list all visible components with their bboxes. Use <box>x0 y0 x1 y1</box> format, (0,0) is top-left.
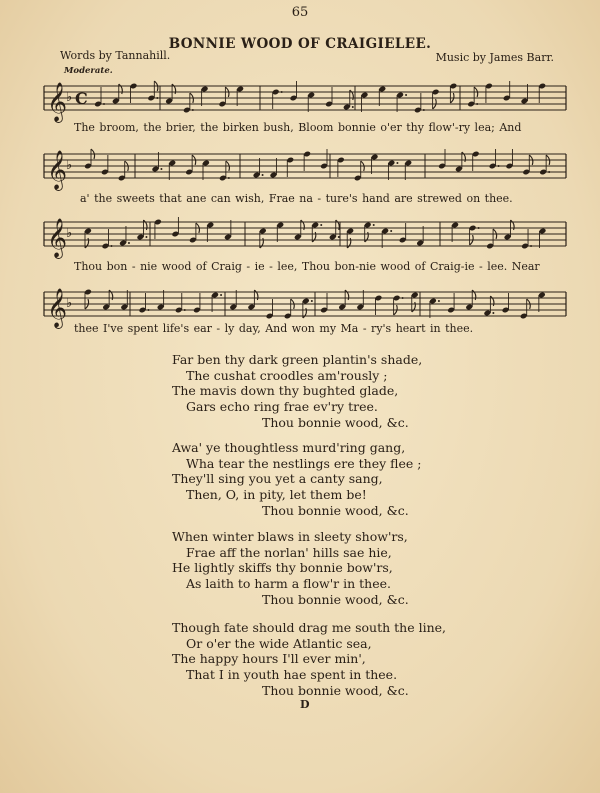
page-number: 65 <box>291 5 309 20</box>
treble-clef-icon: 𝄞 <box>47 150 68 190</box>
note-dot <box>492 312 494 314</box>
signature-mark: D <box>300 698 310 711</box>
stanza-refrain: Thou bonnie wood, &c. <box>262 414 409 430</box>
note-dot <box>438 300 440 302</box>
stanza-4 <box>172 620 446 699</box>
stanza-line: That I in youth hae spent in thee. <box>186 667 398 683</box>
stanza-line: When winter blaws in sleety show'rs, <box>172 529 408 544</box>
stanza-line: Awa' ye thoughtless murd'ring gang, <box>172 440 406 455</box>
lyric-line-3: Thou bon - nie wood of Craig - ie - lee, Thou bon-nie wood of Craig-ie - lee. Near <box>74 260 540 273</box>
note-dot <box>160 168 162 170</box>
stanza-line: The happy hours I'll ever min', <box>172 651 366 667</box>
stanza-line: The mavis down thy bughted glade, <box>172 383 399 399</box>
flat-sign-icon: ♭ <box>66 158 73 173</box>
note-dot <box>262 174 264 176</box>
stanza-line: They'll sing you yet a canty sang, <box>172 471 383 487</box>
music-staff-3 <box>40 210 570 262</box>
stanza-line: Far ben thy dark green plantin's shade, <box>172 352 423 367</box>
music-credit: Music by James Barr. <box>435 51 554 64</box>
flat-sign-icon: ♭ <box>66 90 73 105</box>
note-dot <box>311 300 313 302</box>
stanza-line: He lightly skiffs thy bonnie bow'rs, <box>172 560 393 576</box>
note-dot <box>373 224 375 226</box>
stanza-2 <box>172 440 421 519</box>
note-dot <box>220 294 222 296</box>
stanza-1 <box>172 352 422 431</box>
stanza-line: Gars echo ring frae ev'ry tree. <box>186 399 378 415</box>
note-dot <box>402 297 404 299</box>
note-dot <box>192 109 194 111</box>
note-dot <box>156 97 158 99</box>
stanza-line: Or o'er the wide Atlantic sea, <box>186 635 372 651</box>
stanza-line: Though fate should drag me south the line, <box>172 620 447 635</box>
music-staff-1 <box>40 74 570 126</box>
note-dot <box>498 165 500 167</box>
common-time-icon: C <box>75 89 88 108</box>
note-dot <box>352 106 354 108</box>
note-dot <box>145 236 147 238</box>
note-dot <box>110 245 112 247</box>
note-dot <box>184 309 186 311</box>
note-dot <box>405 94 407 96</box>
note-dot <box>390 230 392 232</box>
stanza-3 <box>172 529 409 608</box>
note-dot <box>396 162 398 164</box>
note-dot <box>478 227 480 229</box>
words-credit: Words by Tannahill. <box>60 49 171 62</box>
stanza-line: The cushat croodles am'rously ; <box>186 367 388 383</box>
note-dot <box>548 171 550 173</box>
note-dot <box>128 242 130 244</box>
note-dot <box>338 236 340 238</box>
note-dot <box>103 103 105 105</box>
note-dot <box>423 109 425 111</box>
tempo-marking: Moderate. <box>64 66 113 76</box>
song-title: BONNIE WOOD OF CRAIGIELEE. <box>168 36 432 52</box>
note-dot <box>476 103 478 105</box>
treble-clef-icon: 𝄞 <box>47 218 68 258</box>
flat-sign-icon: ♭ <box>66 226 73 241</box>
music-staff-2 <box>40 142 570 194</box>
lyric-line-4: thee I've spent life's ear - ly day, And won my Ma - ry's heart in thee. <box>74 322 474 335</box>
note-dot <box>281 91 283 93</box>
note-dot <box>147 309 149 311</box>
stanza-line: Frae aff the norlan' hills sae hie, <box>186 544 392 560</box>
stanza-line: As laith to harm a flow'r in thee. <box>186 576 391 592</box>
stanza-line: Then, O, in pity, let them be! <box>186 487 367 503</box>
note-dot <box>228 177 230 179</box>
lyric-line-1: The broom, the brier, the birken bush, Bloom bonnie o'er thy flow'-ry lea; And <box>74 121 522 134</box>
note-dot <box>320 224 322 226</box>
note-dot <box>530 245 532 247</box>
lyric-line-2: a' the sweets that ane can wish, Frae na - ture's hand are strewed on thee. <box>80 192 513 205</box>
stanza-refrain: Thou bonnie wood, &c. <box>262 682 409 698</box>
stanza-refrain: Thou bonnie wood, &c. <box>262 502 409 518</box>
stanza-refrain: Thou bonnie wood, &c. <box>262 591 409 607</box>
treble-clef-icon: 𝄞 <box>47 82 68 122</box>
stanza-line: Wha tear the nestlings ere they flee ; <box>186 455 422 471</box>
flat-sign-icon: ♭ <box>66 296 73 311</box>
treble-clef-icon: 𝄞 <box>47 288 68 328</box>
